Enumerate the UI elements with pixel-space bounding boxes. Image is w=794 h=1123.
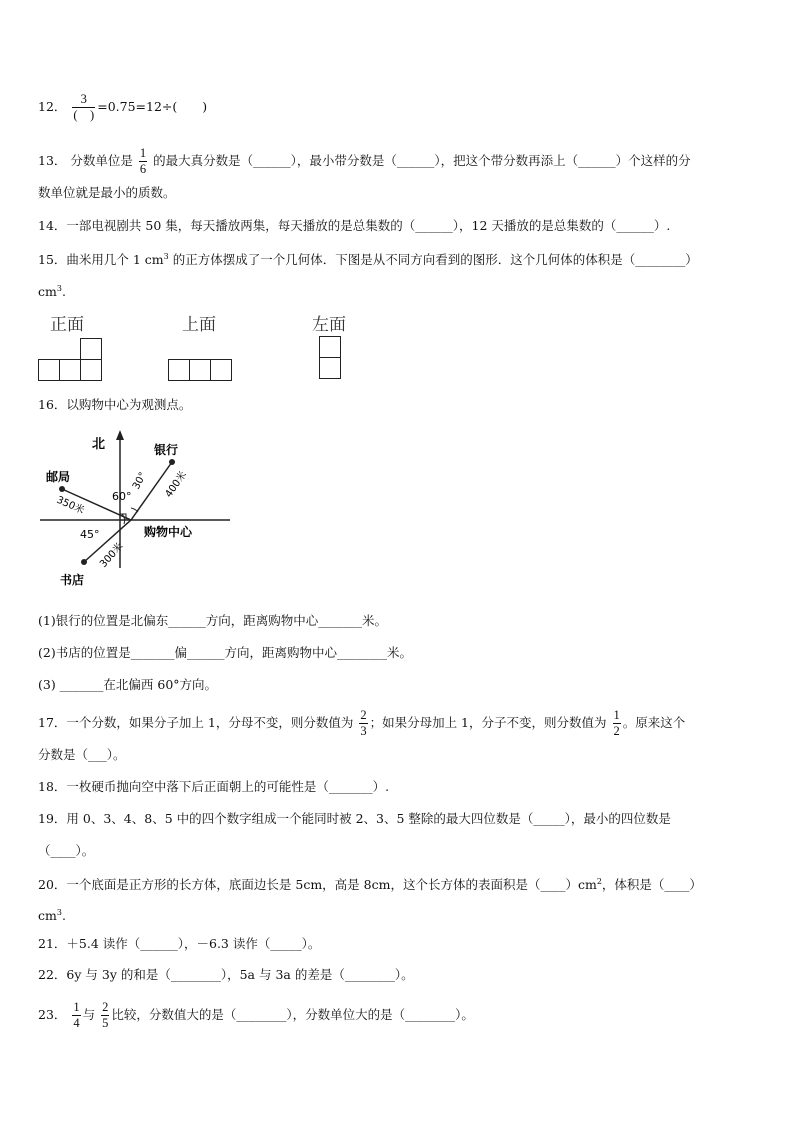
question-16-sub3: (3) _______在北偏西 60°方向。 <box>38 677 218 692</box>
question-number: 12． <box>38 99 67 114</box>
question-21: 21．＋5.4 读作（______），－6.3 读作（_____）。 <box>38 936 321 951</box>
question-17-line2: 分数是（___）。 <box>38 747 126 762</box>
front-view-cube <box>38 359 60 381</box>
bank-angle-arc <box>131 508 138 512</box>
question-22: 22．6y 与 3y 的和是（________），5a 与 3a 的差是（________）。 <box>38 967 414 982</box>
north-arrow-icon <box>116 430 124 440</box>
front-view-cube <box>80 338 102 360</box>
left-view-label: 左面 <box>312 315 346 335</box>
front-view-cube <box>80 359 102 381</box>
question-15-line2: $cm^3$. <box>38 284 66 300</box>
question-16-sub2: (2)书店的位置是_______偏______方向，距离购物中心________米。 <box>38 645 412 660</box>
question-number: 15． <box>38 252 67 268</box>
fraction: $\frac{2}{5}$ <box>102 1000 109 1030</box>
question-20-line2: $cm^3$. <box>38 908 66 924</box>
question-number: 14． <box>38 218 67 233</box>
question-12: 12． $\frac{3}{( )}$ =0.75=12÷( ) <box>38 92 208 122</box>
fraction: $\frac{1}{6}$ <box>139 146 147 176</box>
post-angle-label: 60° <box>112 490 132 503</box>
bookstore-label: 书店 <box>60 573 85 587</box>
shop-point <box>81 559 87 565</box>
top-view-label: 上面 <box>182 315 216 335</box>
fraction: $\frac{2}{3}$ <box>360 708 367 738</box>
left-view-cube <box>319 357 341 379</box>
question-19-line2: （____）。 <box>38 843 95 858</box>
question-16: 16．以购物中心为观测点。 <box>38 397 192 412</box>
top-view-cube <box>210 359 232 381</box>
question-number: 16． <box>38 397 67 412</box>
fraction: $\frac{3}{( )}$ <box>73 92 95 122</box>
question-20: 20．一个底面是正方形的长方体，底面边长是 5cm，高是 8cm，这个长方体的表面积是$(\_\_\_\_)cm^2$，体积是（____） <box>38 877 702 893</box>
post-point <box>59 486 65 492</box>
bank-point <box>169 459 175 465</box>
front-view-label: 正面 <box>50 315 84 335</box>
question-19: 19．用 0、3、4、8、5 中的四个数字组成一个能同时被 2、3、5 整除的最大四位数是（_____），最小的四位数是 <box>38 811 671 826</box>
bank-label: 银行 <box>154 443 179 457</box>
question-number: 21． <box>38 936 67 951</box>
question-number: 13． <box>38 153 67 168</box>
shopping-center-label: 购物中心 <box>144 525 193 539</box>
top-view-cube <box>168 359 190 381</box>
question-number: 18． <box>38 779 67 794</box>
question-18: 18．一枚硬币抛向空中落下后正面朝上的可能性是（_______）. <box>38 779 390 794</box>
question-15: 15．曲米用几个 1 $cm^3$ 的正方体摆成了一个几何体．下图是从不同方向看到的图形．这个几何体的体积是（________） <box>38 252 698 268</box>
question-16-sub1: (1)银行的位置是北偏东______方向，距离购物中心_______米。 <box>38 613 387 628</box>
direction-diagram <box>30 418 250 598</box>
question-23: 23． $\frac{1}{4}$ 与 $\frac{2}{5}$ 比较，分数值大的是（________），分数单位大的是（________）。 <box>38 1000 474 1030</box>
left-view-cube <box>319 336 341 358</box>
question-number: 20． <box>38 877 67 893</box>
question-number: 22． <box>38 967 67 982</box>
question-17: 17．一个分数，如果分子加上 1，分母不变，则分数值为 $\frac{2}{3}$ ；如果分母加上 1，分子不变，则分数值为 $\frac{1}{2}$ 。原来这个 <box>38 708 686 738</box>
top-view-cube <box>189 359 211 381</box>
fraction: $\frac{1}{4}$ <box>73 1000 80 1030</box>
front-view-cube <box>59 359 81 381</box>
bank-angle-label: 30° <box>130 470 149 492</box>
question-number: 19． <box>38 811 67 826</box>
question-number: 17． <box>38 715 67 730</box>
shop-angle-label: 45° <box>80 528 100 541</box>
post-office-label: 邮局 <box>46 470 71 484</box>
bank-distance-label: 400米 <box>163 469 190 500</box>
shop-distance-label: 300米 <box>98 541 126 571</box>
post-distance-label: 350米 <box>54 494 86 517</box>
question-13: 13． 分数单位是 $\frac{1}{6}$ 的最大真分数是（______），最小带分数是（______），把这个带分数再添上（______）个这样的分 <box>38 146 691 176</box>
question-14: 14．一部电视剧共 50 集，每天播放两集，每天播放的是总集数的（______），12 天播放的是总集数的（______）. <box>38 218 671 233</box>
question-number: 23． <box>38 1007 67 1022</box>
north-label: 北 <box>92 437 106 452</box>
fraction: $\frac{1}{2}$ <box>613 708 620 738</box>
question-13-line2: 数单位就是最小的质数。 <box>38 185 176 200</box>
